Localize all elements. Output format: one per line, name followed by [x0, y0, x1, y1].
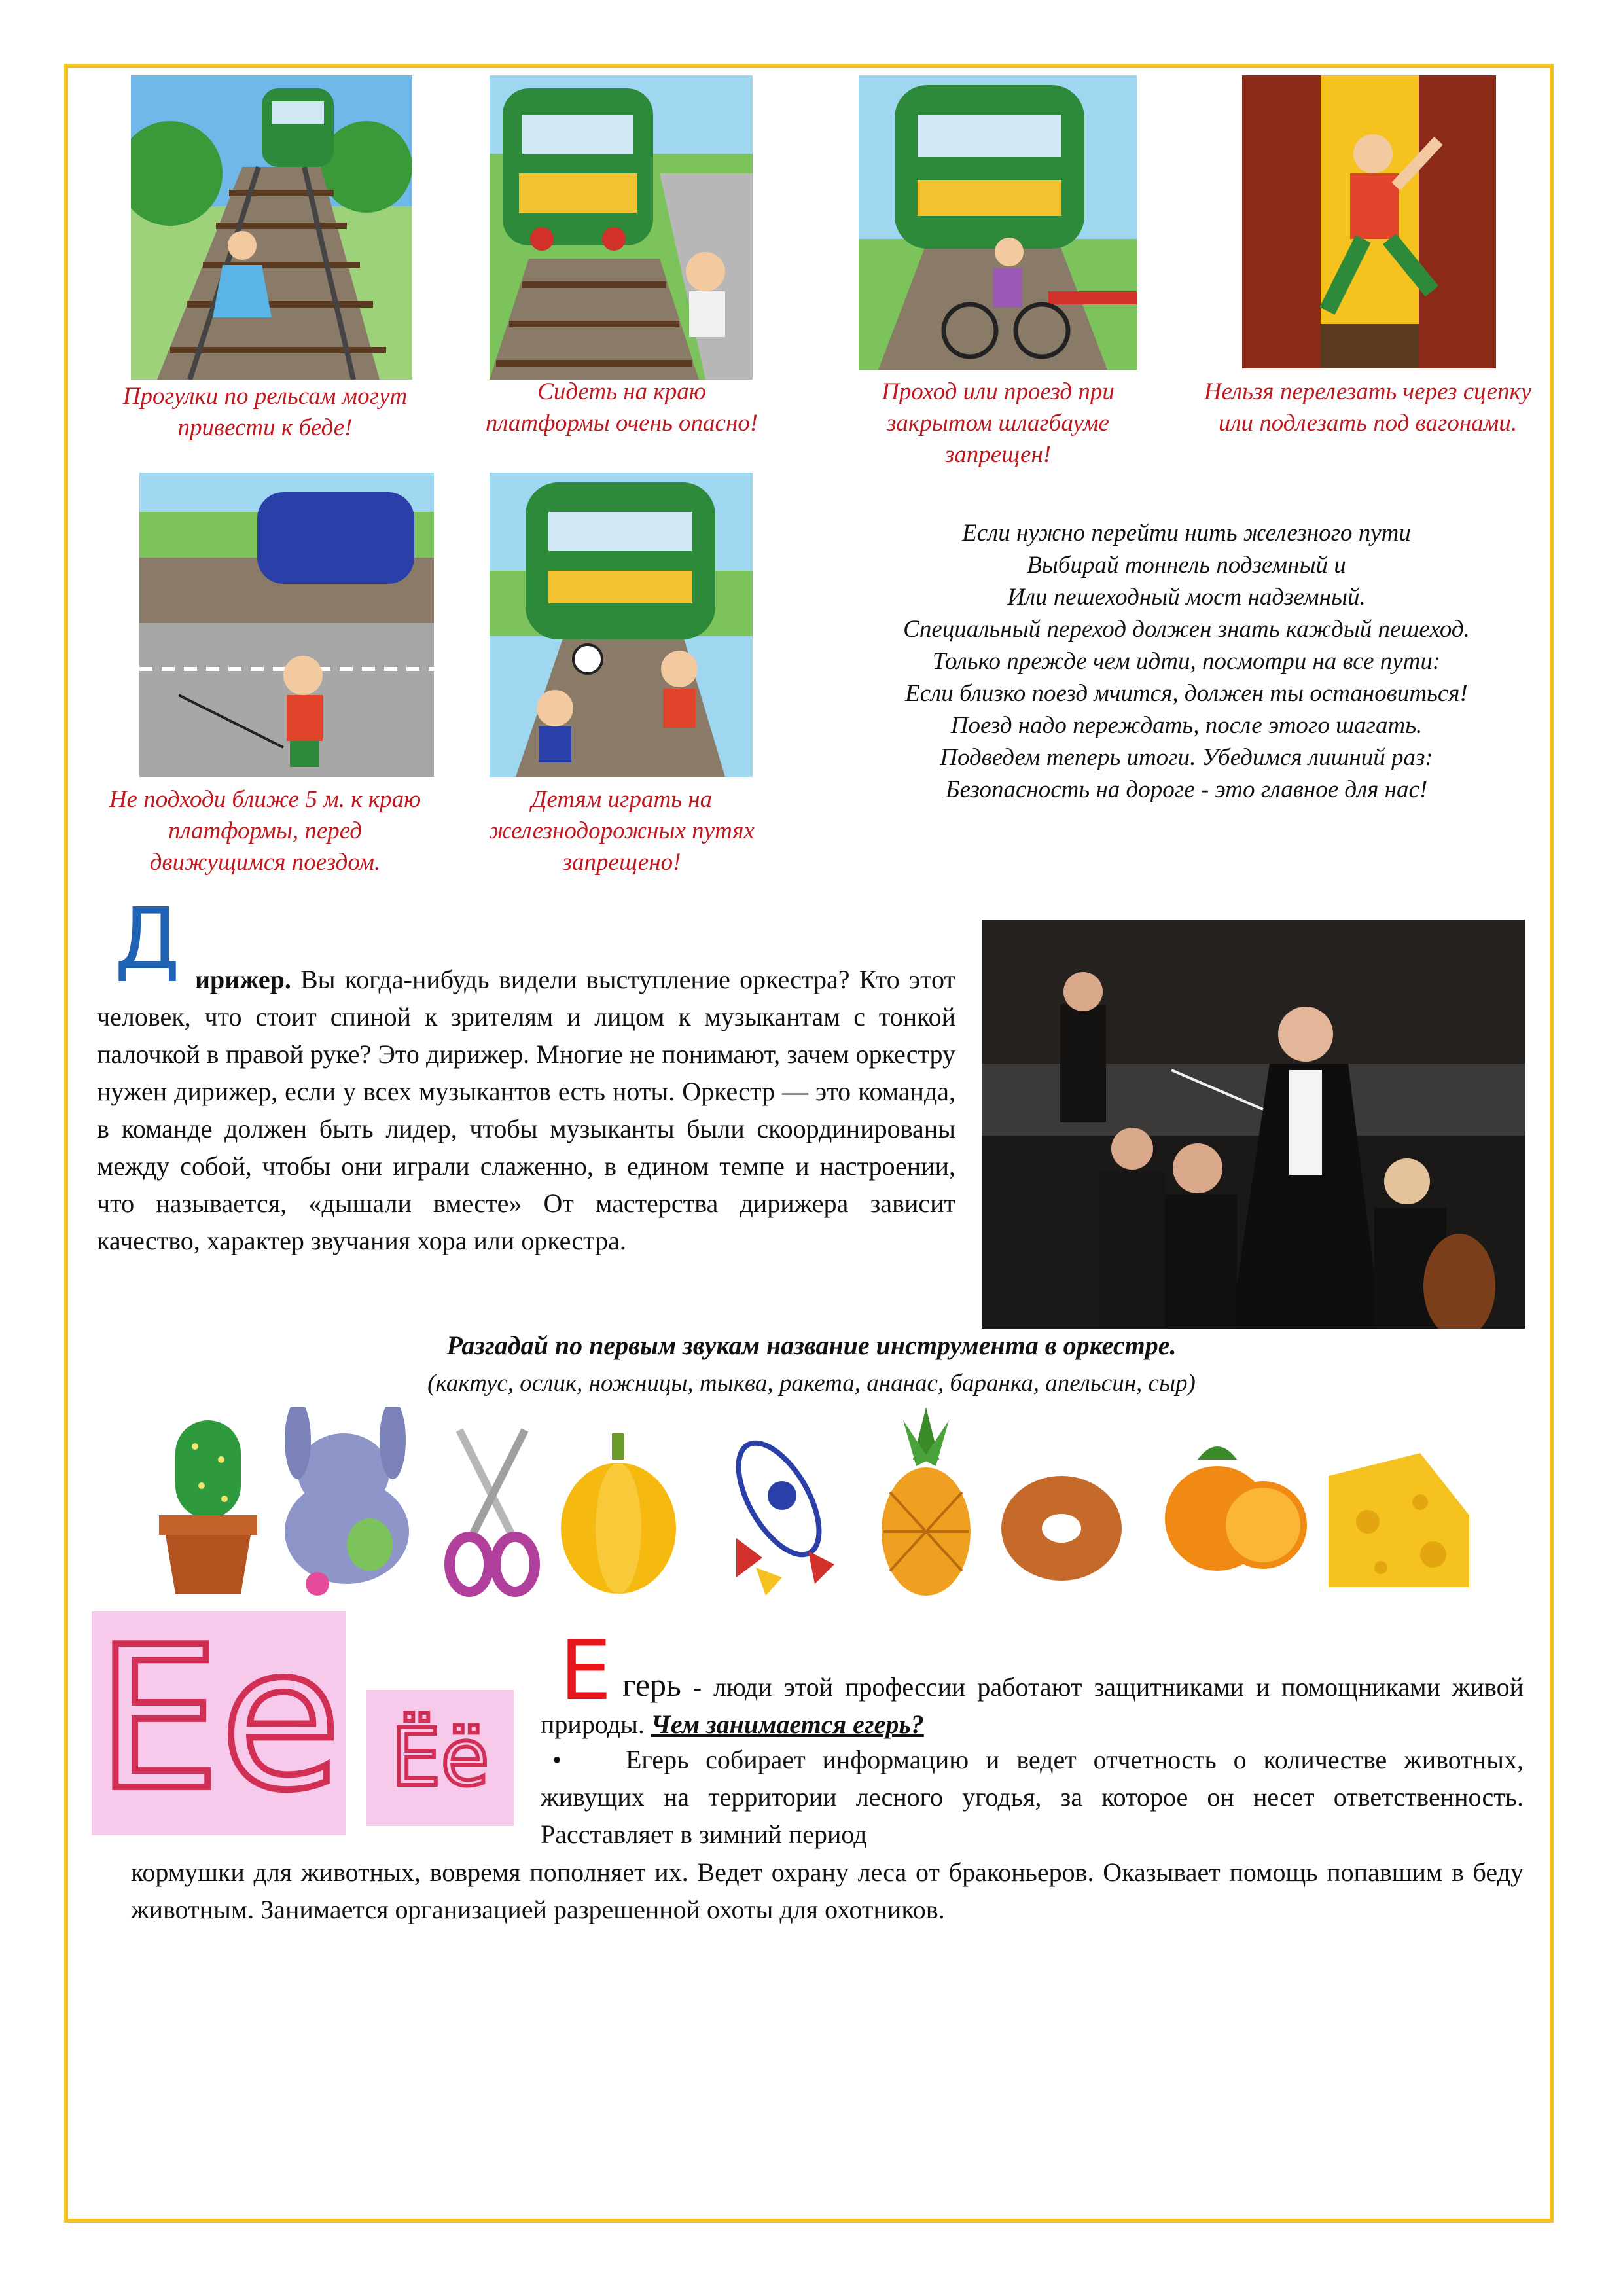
poem-line: Выбирай тоннель подземный и	[1027, 552, 1346, 579]
poem-line: Если близко поезд мчится, должен ты остановиться!	[905, 680, 1468, 707]
poem-line: Подведем теперь итоги. Убедимся лишний раз:	[940, 744, 1433, 771]
puzzle-title: Разгадай по первым звукам название инструмента в оркестре.	[446, 1331, 1177, 1360]
caption-rails: Прогулки по рельсам могут привести к беде!	[122, 383, 408, 441]
children-playing-illustration	[490, 473, 753, 777]
caption-platform-edge: Сидеть на краю платформы очень опасно!	[485, 378, 758, 437]
dropcap-e: Е	[560, 1623, 612, 1719]
letter-card-e	[92, 1605, 346, 1835]
puzzle-hint: (кактус, ослик, ножницы, тыква, ракета, ананас, баранка, апельсин, сыр)	[427, 1370, 1196, 1397]
letter-card-yo	[366, 1690, 514, 1826]
huntsman-duties	[541, 1741, 1524, 1853]
huntsman-word: герь	[622, 1666, 681, 1703]
platform-edge-illustration	[490, 75, 753, 380]
huntsman-body: Егерь собирает информацию и ведет отчетность о количестве животных, живущих на территории лесного угодья, за которое он несет ответственность. Расставляет в зимний период	[541, 1745, 1524, 1849]
poem-line: Безопасность на дороге - это главное для нас!	[945, 776, 1428, 803]
poem-line: Или пешеходный мост надземный.	[1007, 584, 1366, 611]
orchestra-photo	[982, 920, 1525, 1329]
cactus-picture	[143, 1407, 274, 1597]
huntsman-paragraph	[541, 1666, 1524, 1743]
rocket-picture	[710, 1427, 847, 1597]
railway-poem	[823, 517, 1550, 806]
letter-yoyo: Ёё	[391, 1713, 490, 1804]
caption-distance: Не подходи ближе 5 м. к краю платформы, перед движущимся поездом.	[109, 786, 421, 876]
walking-on-rails-illustration	[131, 75, 412, 380]
pumpkin-picture	[556, 1427, 681, 1597]
letter-ee: Ее	[96, 1605, 342, 1833]
bagel-picture	[998, 1473, 1126, 1584]
conductor-paragraph	[97, 961, 955, 1259]
poem-line: Поезд надо переждать, после этого шагать.	[950, 712, 1423, 739]
caption-playing: Детям играть на железнодорожных путях запрещено!	[489, 786, 755, 876]
platform-distance-illustration	[139, 473, 434, 777]
closed-barrier-illustration	[859, 75, 1137, 370]
poem-line: Если нужно перейти нить железного пути	[962, 520, 1411, 547]
poem-line: Специальный переход должен знать каждый пешеход.	[903, 616, 1470, 643]
caption-barrier: Проход или проезд при закрытом шлагбауме запрещен!	[882, 378, 1115, 468]
huntsman-duties-continued: кормушки для животных, вовремя пополняет их. Ведет охрану леса от браконьеров. Оказывает помощь попавшим в беду животным. Занимается организацией разрешенной охоты для охотников.	[131, 1857, 1524, 1924]
donkey-picture	[272, 1407, 422, 1597]
orange-picture	[1158, 1433, 1309, 1590]
huntsman-intro: - люди этой профессии работают защитниками и помощниками живой природы.	[541, 1672, 1524, 1739]
poem-line: Только прежде чем идти, посмотри на все пути:	[932, 648, 1441, 675]
scissors-picture	[440, 1424, 544, 1597]
caption-coupling: Нельзя перелезать через сцепку или подлезать под вагонами.	[1204, 378, 1532, 437]
conductor-text: Вы когда-нибудь видели выступление оркестра? Кто этот человек, что стоит спиной к зрителям и лицом к музыкантам с тонкой палочкой в правой руке? Это дирижер. Многие не понимают, зачем оркестру нужен дирижер, если у всех музыкантов есть ноты. Оркестр — это команда, в команде должен быть лидер, чтобы музыканты были скоординированы между собой, чтобы они играли слаженно, в едином темпе и настроении, что называется, «дышали вместе» От мастерства дирижера зависит качество, характер звучания хора или оркестра.	[97, 965, 955, 1255]
bullet-icon: •	[552, 1745, 562, 1774]
conductor-title: ирижер.	[195, 965, 291, 994]
coupling-climbing-illustration	[1242, 75, 1496, 368]
huntsman-question: Чем занимается егерь?	[651, 1710, 924, 1739]
pineapple-picture	[877, 1407, 975, 1597]
cheese-picture	[1322, 1450, 1472, 1590]
dropcap-d: Д	[115, 891, 180, 988]
